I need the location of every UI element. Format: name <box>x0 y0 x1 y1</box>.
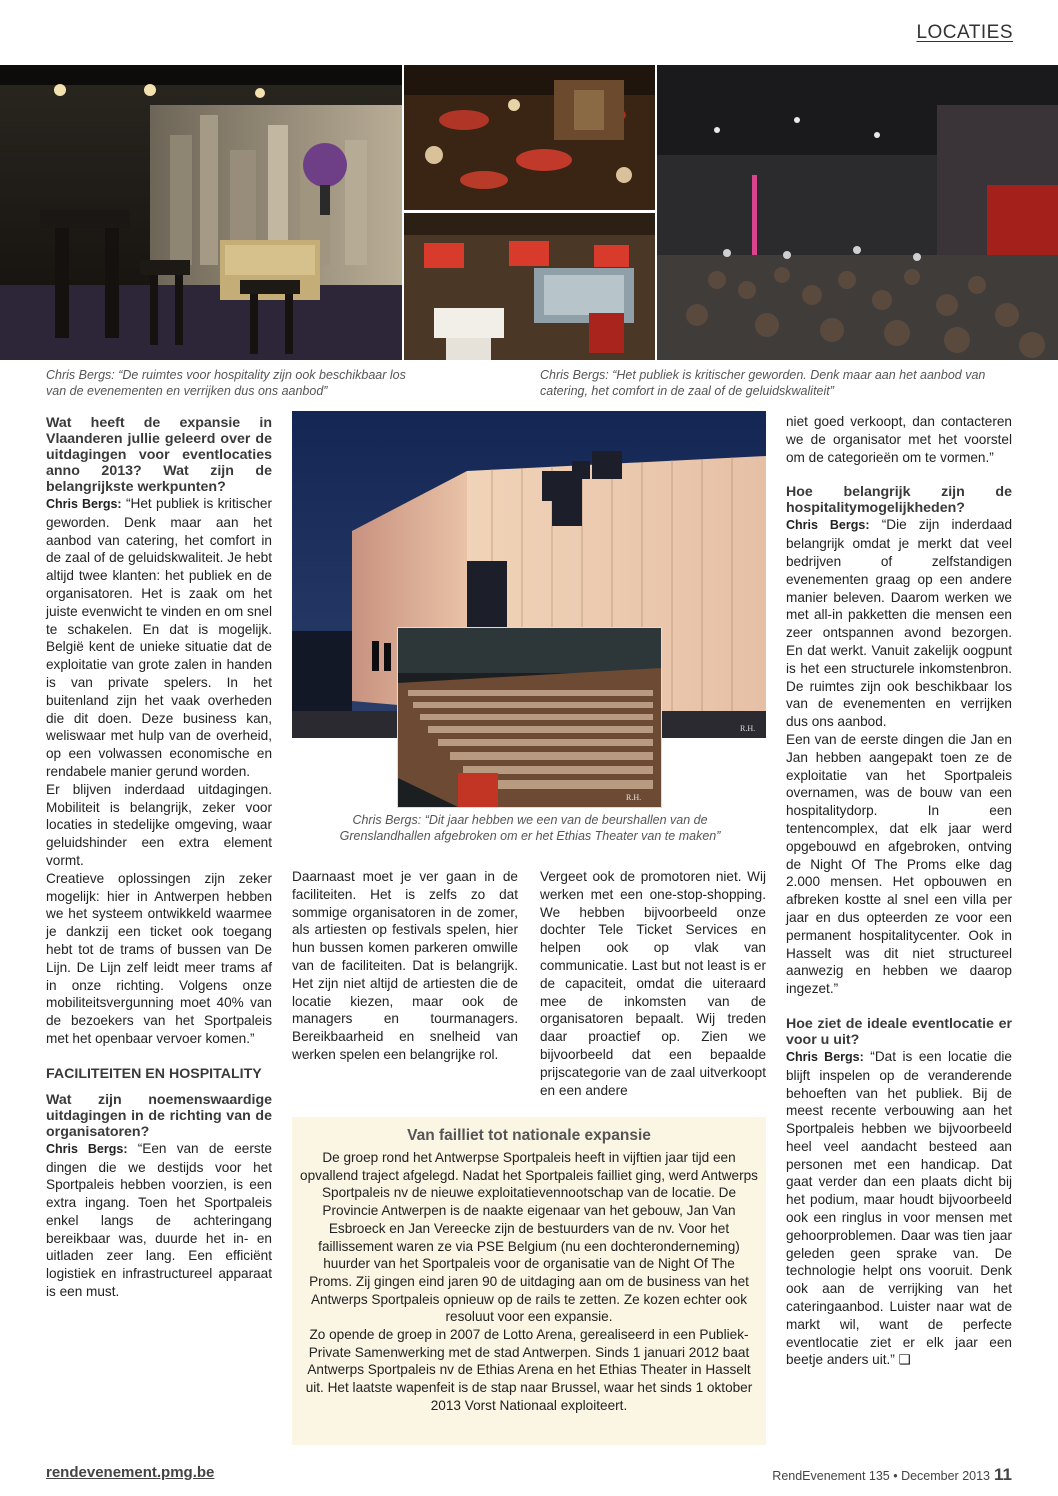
speaker-label: Chris Bergs: <box>786 1049 864 1064</box>
speaker-label: Chris Bergs: <box>46 497 122 511</box>
answer-paragraph: Een van de eerste dingen die Jan en Jan hebben aangepakt toen ze de exploitatie van het Sportpaleis overnamen, was de bouw van een hospitalitydorp. In een tentencomplex, dat elk jaar werd opgebouwd en afgebroken, ontving de Night Of The Proms elke dag 2.000 mensen. Het opbouwen en afbreken kostte al snel een villa per jaar en dus opteerden ze voor een permanent hospitalitycenter. Ook in Hasselt was dit niet structureel aanwezig en hebben we daarop ingezet.” <box>786 731 1012 997</box>
footer-issue <box>772 1465 1012 1485</box>
question-ideale-locatie: Hoe ziet de ideale eventlocatie er voor u uit? <box>786 1015 1012 1048</box>
answer-ideale-locatie <box>786 1048 1012 1369</box>
page-number: 11 <box>994 1465 1012 1484</box>
photo-hospitality-lounge <box>0 65 402 360</box>
photo-theater-audience <box>398 628 661 807</box>
photo-credit-building: R.H. <box>740 724 756 733</box>
answer-text: “Die zijn inderdaad belangrijk omdat je merkt dat veel bedrijven of zelfstandigen evenementen graag op een andere manier beleven. Daarom werken we met all-in pakketten die mensen een zeer ontspannen avond bezorgen. En dat werkt. Vanuit zakelijk oogpunt is het een structurele inkomstenbron. De ruimtes zijn ook beschikbaar los van de evenementen en verrijken dus ons aanbod. <box>786 517 1012 730</box>
caption-left: Chris Bergs: “De ruimtes voor hospitality zijn ook beschikbaar los van de evenementen en verrijken dus ons aanbod” <box>46 368 406 398</box>
answer-organisatoren <box>46 1140 272 1301</box>
end-mark: ❑ <box>898 1352 911 1368</box>
sidebar-box <box>292 1117 766 1445</box>
answer-text: “Dat is een locatie die blijft inspelen op de veranderende behoeften van het publiek. Bij de meest recente verbouwing aan het Sportpaleis hebben we bijvoorbeeld heel veel aandacht besteed aan personen met een handicap. Dat gaat verder dan een plaats dicht bij het podium, maar houdt bijvoorbeeld ook een ringlus in voor mensen met gehoorproblemen. Daar was tien jaar geleden geen sprake van. De technologie helpt ons vooruit. Denk ook aan de verrijking van het cateringaanbod. Luister naar wat de markt wil, want de perfecte eventlocatie ziet er elk jaar een beetje anders uit.” <box>786 1048 1012 1368</box>
box-title: Van failliet tot nationale expansie <box>407 1127 651 1144</box>
speaker-label: Chris Bergs: <box>46 1141 128 1156</box>
photo-crowd-foyer <box>657 65 1058 360</box>
column-2: Daarnaast moet je ver gaan in de faciliteiten. Het is zelfs zo dat sommige organisatoren in de zomer, als artiesten op festivals spelen, hier hun bussen komen parkeren omwille van de faciliteiten. Dat is belangrijk. Het zijn niet altijd de artiesten die de locatie kiezen, maar ook de managers en tourmanagers. Bereikbaarheid en snelheid van werken spelen een belangrijke rol. <box>292 869 518 1062</box>
column-4 <box>786 413 1012 1369</box>
question-hospitality: Hoe belangrijk zijn de hospitalitymogelijkheden? <box>786 484 1012 517</box>
column-3: Vergeet ook de promotoren niet. Wij werken met een one-stop-shopping. We hebben bijvoorbeeld onze dochter Tele Ticket Services en helpen ook op vlak van communicatie. Last but not least is er de capaciteit, omdat die uiteraard mee de inkomsten van de organisatoren bepaalt. Wij treden daar proactief op. Zien we bijvoorbeeld dat een bepaalde prijscategorie van de zaal uitverkoopt en een andere <box>540 869 766 1098</box>
photo-red-bar <box>404 213 655 360</box>
photo-lounge-overview <box>404 65 655 210</box>
answer-continued: niet goed verkoopt, dan contacteren we de organisator met het voorstel om de categorieën om te vormen.” <box>786 414 1012 465</box>
footer-url[interactable]: rendevenement.pmg.be <box>46 1464 215 1481</box>
answer-hospitality <box>786 516 1012 731</box>
column-1 <box>46 415 272 1301</box>
answer-text: “Een van de eerste dingen die we destijds voor het Sportpaleis hebben voorzien, is een extra ingang. Toen het Sportpaleis enkel langs de achteringang bereikbaar was, duurde het in- en uitladen zeer lang. Een efficiënt logistiek en infrastructureel apparaat is een must. <box>46 1140 272 1300</box>
caption-center: Chris Bergs: “Dit jaar hebben we een van de beurshallen van de Grenslandhallen afgebroken om er het Ethias Theater van te maken” <box>339 813 721 843</box>
caption-right: Chris Bergs: “Het publiek is kritischer geworden. Denk maar aan het aanbod van catering, het comfort in de zaal of de geluidskwaliteit” <box>540 368 986 398</box>
box-paragraph: De groep rond het Antwerpse Sportpaleis heeft in vijftien jaar tijd een opvallend traject afgelegd. Nadat het Sportpaleis failliet ging, werd Antwerps Sportpaleis nv de nieuwe exploitatievennootschap van de locatie. De Provincie Antwerpen is de naakte eigenaar van het gebouw, Jan Van Esbroeck en Jan Vereecke zijn de bestuurders van de nv. Voor het faillissement waren ze via PSE Belgium (nu een dochteronderneming) huurder van het Sportpaleis voor de organisatie van de Night Of The Proms. Zij gingen eind jaren 90 de uitdaging aan om de business van het Antwerps Sportpaleis opnieuw op de rails te zetten. Ze kozen echter ook resoluut voor een expansie. <box>300 1150 758 1325</box>
box-paragraph: Zo opende de groep in 2007 de Lotto Arena, gerealiseerd in een Publiek-Private Samenwerking met de stad Antwerpen. Sinds 1 januari 2012 baat Antwerps Sportpaleis nv de Ethias Arena en het Ethias Theater in Hasselt uit. Het laatste wapenfeit is de stap naar Brussel, waar het sinds 1 oktober 2013 Vorst Nationaal exploiteert. <box>305 1327 753 1413</box>
answer-paragraph: Creatieve oplossingen zijn zeker mogelijk: hier in Antwerpen hebben we het systeem ontwikkeld waarmee je dankzij een ticket ook toegang hebt tot de trams of bussen van De Lijn. De Lijn zelf leidt meer trams af in onze richting. Volgens onze mobiliteitsvergunning moet 40% van de bezoekers van het Sportpaleis met het openbaar vervoer komen.” <box>46 870 272 1046</box>
photo-credit: R.H. <box>626 793 642 802</box>
issue-label: RendEvenement 135 • December 2013 <box>772 1469 991 1483</box>
answer-paragraph: Er blijven inderdaad uitdagingen. Mobiliteit is belangrijk, zeker voor locaties in stedelijke omgeving, waar geluidshinder een extra element vormt. <box>46 781 272 868</box>
speaker-label: Chris Bergs: <box>786 518 870 533</box>
question-organisatoren: Wat zijn noemenswaardige uitdagingen in de richting van de organisatoren? <box>46 1091 272 1140</box>
answer-expansie <box>46 495 272 781</box>
subheading-faciliteiten: FACILITEITEN EN HOSPITALITY <box>46 1065 262 1082</box>
question-expansie: Wat heeft de expansie in Vlaanderen jullie geleerd over de uitdagingen voor eventlocaties anno 2013? Wat zijn de belangrijkste werkpunten? <box>46 415 272 495</box>
answer-text: “Het publiek is kritischer geworden. Denk maar aan het aanbod van catering, het comfort in de zaal of de geluidskwaliteit. Je hebt altijd twee klanten: het publiek en de organisatoren. Het is zaak om het juiste evenwicht te vinden en om snel te schakelen. En dat is mogelijk. België kent de unieke situatie dat de exploitatie van grote zalen in handen is van private spelers. In het buitenland zijn het vaak overheden die dit doen. Deze business kan, weliswaar met hulp van de overheid, op een volwassen economische en rendabele manier gerund worden. <box>46 496 272 779</box>
section-label: LOCATIES <box>916 22 1013 43</box>
